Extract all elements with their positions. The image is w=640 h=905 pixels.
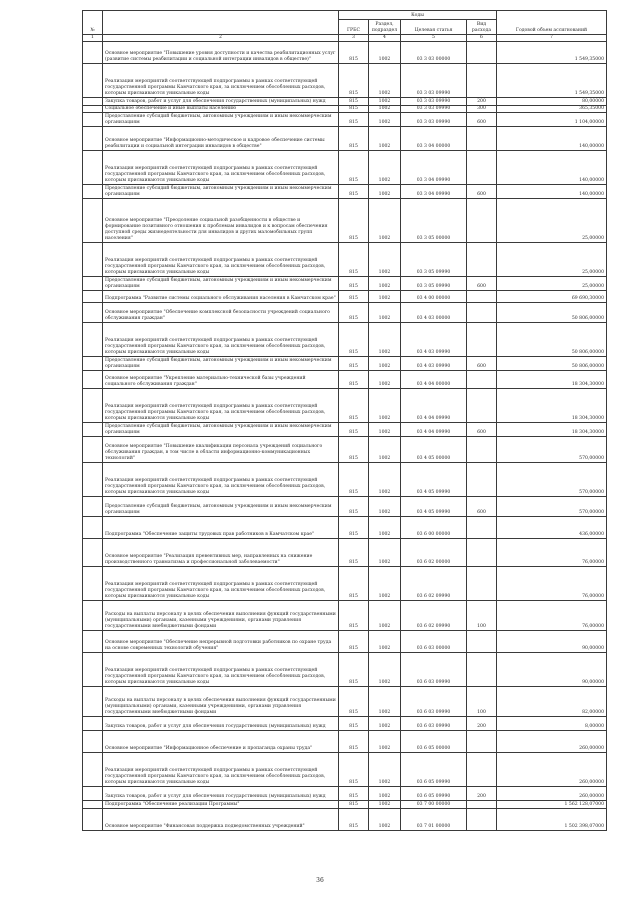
table-row <box>83 601 607 631</box>
cell-section: 1002 <box>369 731 401 753</box>
cell-amount: 570,00000 <box>497 497 607 517</box>
cell-grbs: 815 <box>339 185 369 199</box>
cell-amount: 260,00000 <box>497 731 607 753</box>
cell-name: Реализация мероприятий соответствующей подпрограммы в рамках соответствующей государственной программы Камчатского края, за исключением обособленных расходов, которым присваиваются уникальные коды <box>103 567 339 601</box>
cell-number <box>83 64 103 98</box>
cell-expense-type <box>467 64 497 98</box>
table-row <box>83 243 607 277</box>
column-number: 3 <box>339 35 369 42</box>
cell-amount: 76,00000 <box>497 567 607 601</box>
cell-amount: 18 304,30000 <box>497 423 607 437</box>
cell-section: 1002 <box>369 389 401 423</box>
column-number-row <box>83 35 607 42</box>
cell-number <box>83 98 103 106</box>
cell-expense-type: 600 <box>467 357 497 371</box>
cell-grbs: 815 <box>339 106 369 113</box>
cell-name: Основное мероприятие "Информационное обеспечение и пропаганда охраны труда" <box>103 731 339 753</box>
cell-amount: 1 104,00000 <box>497 113 607 127</box>
cell-expense-type <box>467 389 497 423</box>
cell-grbs: 815 <box>339 371 369 389</box>
cell-section: 1002 <box>369 277 401 291</box>
table-row <box>83 809 607 831</box>
cell-section: 1002 <box>369 127 401 151</box>
cell-name: Расходы на выплаты персоналу в целях обеспечения выполнения функций государственными (муниципальными) органами, казенными учреждениями, органами управления государственными внебюджетными фондами <box>103 601 339 631</box>
cell-number <box>83 801 103 809</box>
column-number: 5 <box>401 35 467 42</box>
table-row <box>83 801 607 809</box>
cell-grbs: 815 <box>339 497 369 517</box>
cell-amount: 140,00000 <box>497 127 607 151</box>
cell-amount: 90,00000 <box>497 631 607 653</box>
page-number: 36 <box>316 877 324 884</box>
cell-number <box>83 199 103 243</box>
cell-expense-type <box>467 809 497 831</box>
cell-expense-type: 600 <box>467 497 497 517</box>
cell-expense-type: 600 <box>467 185 497 199</box>
cell-name: Реализация мероприятий соответствующей подпрограммы в рамках соответствующей государственной программы Камчатского края, за исключением обособленных расходов, которым присваиваются уникальные коды <box>103 243 339 277</box>
table-row <box>83 687 607 717</box>
cell-section: 1002 <box>369 371 401 389</box>
cell-number <box>83 113 103 127</box>
cell-grbs: 815 <box>339 291 369 303</box>
cell-name: Реализация мероприятий соответствующей подпрограммы в рамках соответствующей государственной программы Камчатского края, за исключением обособленных расходов, которым присваиваются уникальные коды <box>103 64 339 98</box>
cell-number <box>83 717 103 731</box>
cell-name: Реализация мероприятий соответствующей подпрограммы в рамках соответствующей государственной программы Камчатского края, за исключением обособленных расходов, которым присваиваются уникальные коды <box>103 653 339 687</box>
cell-target: 03 6 05 00000 <box>401 731 467 753</box>
table-row <box>83 539 607 567</box>
cell-target: 03 4 04 09990 <box>401 423 467 437</box>
cell-grbs: 815 <box>339 303 369 323</box>
cell-grbs: 815 <box>339 731 369 753</box>
cell-target: 03 4 00 00000 <box>401 291 467 303</box>
cell-grbs: 815 <box>339 243 369 277</box>
cell-grbs: 815 <box>339 539 369 567</box>
cell-expense-type: 300 <box>467 106 497 113</box>
cell-number <box>83 731 103 753</box>
cell-section: 1002 <box>369 631 401 653</box>
cell-name: Основное мероприятие "Реализация превентивных мер, направленных на снижение производственного травматизма и профессиональной заболеваемости" <box>103 539 339 567</box>
table-row <box>83 753 607 787</box>
cell-target: 03 4 05 09990 <box>401 463 467 497</box>
cell-target: 03 4 04 09990 <box>401 389 467 423</box>
cell-amount: 260,00000 <box>497 787 607 801</box>
header-grbs: ГРБС <box>339 20 369 35</box>
cell-name: Основное мероприятие "Обеспечение непрерывной подготовки работников по охране труда на основе современных технологий обучения" <box>103 631 339 653</box>
cell-amount: 1 549,35000 <box>497 42 607 64</box>
column-number: 2 <box>103 35 339 42</box>
cell-section: 1002 <box>369 303 401 323</box>
cell-target: 03 6 03 00000 <box>401 631 467 653</box>
cell-grbs: 815 <box>339 64 369 98</box>
cell-section: 1002 <box>369 106 401 113</box>
cell-grbs: 815 <box>339 42 369 64</box>
cell-amount: 50 806,00000 <box>497 303 607 323</box>
cell-section: 1002 <box>369 801 401 809</box>
cell-section: 1002 <box>369 787 401 801</box>
table-row <box>83 199 607 243</box>
cell-grbs: 815 <box>339 517 369 539</box>
cell-grbs: 815 <box>339 277 369 291</box>
cell-target: 03 6 02 00000 <box>401 539 467 567</box>
cell-name: Закупка товаров, работ и услуг для обеспечения государственных (муниципальных) нужд <box>103 98 339 106</box>
header-section: Раздел, подраздел <box>369 20 401 35</box>
cell-number <box>83 601 103 631</box>
cell-grbs: 815 <box>339 463 369 497</box>
cell-name: Расходы на выплаты персоналу в целях обеспечения выполнения функций государственными (муниципальными) органами, казенными учреждениями, органами управления государственными внебюджетными фондами <box>103 687 339 717</box>
cell-name: Реализация мероприятий соответствующей подпрограммы в рамках соответствующей государственной программы Камчатского края, за исключением обособленных расходов, которым присваиваются уникальные коды <box>103 753 339 787</box>
cell-target: 03 4 05 00000 <box>401 437 467 463</box>
cell-target: 03 3 04 00000 <box>401 127 467 151</box>
cell-expense-type <box>467 653 497 687</box>
cell-name: Подпрограмма "Обеспечение реализации Программы" <box>103 801 339 809</box>
column-number: 6 <box>467 35 497 42</box>
table-row <box>83 389 607 423</box>
table-row <box>83 731 607 753</box>
cell-amount: 80,00000 <box>497 98 607 106</box>
table-row <box>83 371 607 389</box>
cell-grbs: 815 <box>339 717 369 731</box>
cell-name: Предоставление субсидий бюджетным, автономным учреждениям и иным некоммерческим организациям <box>103 113 339 127</box>
cell-target: 03 7 01 00000 <box>401 809 467 831</box>
cell-amount: 25,00000 <box>497 243 607 277</box>
cell-expense-type <box>467 463 497 497</box>
cell-expense-type <box>467 291 497 303</box>
table-row <box>83 517 607 539</box>
cell-grbs: 815 <box>339 787 369 801</box>
cell-expense-type: 100 <box>467 687 497 717</box>
table-row <box>83 303 607 323</box>
cell-target: 03 6 02 09990 <box>401 567 467 601</box>
cell-name: Основное мероприятие "Укрепление материально-технической базы учреждений социального обслуживания граждан" <box>103 371 339 389</box>
cell-amount: 365,35000 <box>497 106 607 113</box>
cell-expense-type: 600 <box>467 113 497 127</box>
cell-amount: 50 806,00000 <box>497 323 607 357</box>
cell-expense-type <box>467 567 497 601</box>
cell-expense-type <box>467 437 497 463</box>
cell-amount: 50 806,00000 <box>497 357 607 371</box>
cell-grbs: 815 <box>339 801 369 809</box>
cell-target: 03 3 03 09990 <box>401 113 467 127</box>
cell-target: 03 3 05 09990 <box>401 243 467 277</box>
cell-name: Основное мероприятие "Повышение уровня доступности и качества реабилитационных услуг (развитие системы реабилитации и социальной интеграции инвалидов в обществе)" <box>103 42 339 64</box>
table-row <box>83 113 607 127</box>
cell-target: 03 7 00 00000 <box>401 801 467 809</box>
table-row <box>83 323 607 357</box>
cell-grbs: 815 <box>339 631 369 653</box>
cell-section: 1002 <box>369 539 401 567</box>
cell-number <box>83 42 103 64</box>
cell-number <box>83 291 103 303</box>
cell-section: 1002 <box>369 199 401 243</box>
budget-table <box>82 10 607 831</box>
cell-name: Основное мероприятие "Преодоление социальной разобщенности в обществе и формирование позитивного отношения к проблемам инвалидов и к вопросам обеспечения доступной среды жизнедеятельности для инвалидов и других маломобильных групп населения" <box>103 199 339 243</box>
table-row <box>83 631 607 653</box>
header-amount: Годовой объем ассигнований <box>497 11 607 35</box>
cell-number <box>83 106 103 113</box>
cell-name: Основное мероприятие "Финансовая поддержка подведомственных учреждений" <box>103 809 339 831</box>
cell-number <box>83 787 103 801</box>
cell-grbs: 815 <box>339 323 369 357</box>
cell-target: 03 6 03 09990 <box>401 687 467 717</box>
column-number: 1 <box>83 35 103 42</box>
cell-expense-type: 600 <box>467 423 497 437</box>
cell-amount: 436,00000 <box>497 517 607 539</box>
cell-section: 1002 <box>369 497 401 517</box>
cell-name: Подпрограмма "Обеспечение защиты трудовых прав работников в Камчатском крае" <box>103 517 339 539</box>
cell-expense-type <box>467 127 497 151</box>
table-row <box>83 423 607 437</box>
cell-name: Закупка товаров, работ и услуг для обеспечения государственных (муниципальных) нужд <box>103 787 339 801</box>
cell-grbs: 815 <box>339 653 369 687</box>
cell-grbs: 815 <box>339 113 369 127</box>
cell-name: Социальное обеспечение и иные выплаты населению <box>103 106 339 113</box>
table-row <box>83 42 607 64</box>
table-row <box>83 717 607 731</box>
cell-number <box>83 389 103 423</box>
cell-section: 1002 <box>369 517 401 539</box>
cell-expense-type <box>467 151 497 185</box>
cell-amount: 18 304,30000 <box>497 389 607 423</box>
cell-amount: 570,00000 <box>497 437 607 463</box>
cell-section: 1002 <box>369 423 401 437</box>
cell-section: 1002 <box>369 753 401 787</box>
cell-number <box>83 539 103 567</box>
cell-section: 1002 <box>369 113 401 127</box>
cell-amount: 25,00000 <box>497 199 607 243</box>
table-row <box>83 357 607 371</box>
cell-name: Основное мероприятие "Информационно-методическое и кадровое обеспечение системы реабилитации и социальной интеграции инвалидов в обществе" <box>103 127 339 151</box>
cell-section: 1002 <box>369 98 401 106</box>
table-body <box>83 42 607 831</box>
header-codes-group: Коды <box>339 11 497 20</box>
cell-target: 03 4 03 00000 <box>401 303 467 323</box>
cell-number <box>83 127 103 151</box>
cell-number <box>83 809 103 831</box>
cell-section: 1002 <box>369 687 401 717</box>
table-row <box>83 291 607 303</box>
cell-section: 1002 <box>369 357 401 371</box>
cell-target: 03 3 03 09990 <box>401 98 467 106</box>
cell-section: 1002 <box>369 185 401 199</box>
cell-section: 1002 <box>369 463 401 497</box>
cell-section: 1002 <box>369 809 401 831</box>
cell-name: Предоставление субсидий бюджетным, автономным учреждениям и иным некоммерческим организациям <box>103 185 339 199</box>
column-number: 7 <box>497 35 607 42</box>
cell-amount: 1 562 128,07000 <box>497 801 607 809</box>
cell-grbs: 815 <box>339 601 369 631</box>
table-row <box>83 98 607 106</box>
cell-target: 03 3 04 09990 <box>401 151 467 185</box>
cell-expense-type <box>467 801 497 809</box>
table-row <box>83 437 607 463</box>
cell-target: 03 6 03 09990 <box>401 653 467 687</box>
cell-expense-type: 200 <box>467 717 497 731</box>
table-row <box>83 64 607 98</box>
cell-number <box>83 437 103 463</box>
cell-name: Реализация мероприятий соответствующей подпрограммы в рамках соответствующей государственной программы Камчатского края, за исключением обособленных расходов, которым присваиваются уникальные коды <box>103 323 339 357</box>
cell-number <box>83 497 103 517</box>
cell-name: Предоставление субсидий бюджетным, автономным учреждениям и иным некоммерческим организациям <box>103 497 339 517</box>
cell-expense-type: 200 <box>467 787 497 801</box>
cell-number <box>83 567 103 601</box>
cell-expense-type <box>467 42 497 64</box>
cell-number <box>83 357 103 371</box>
cell-section: 1002 <box>369 653 401 687</box>
cell-grbs: 815 <box>339 753 369 787</box>
cell-target: 03 3 03 09990 <box>401 64 467 98</box>
cell-amount: 90,00000 <box>497 653 607 687</box>
cell-amount: 18 304,30000 <box>497 371 607 389</box>
cell-number <box>83 463 103 497</box>
cell-amount: 140,00000 <box>497 151 607 185</box>
cell-name: Предоставление субсидий бюджетным, автономным учреждениям и иным некоммерческим организациям <box>103 423 339 437</box>
cell-target: 03 4 04 00000 <box>401 371 467 389</box>
cell-grbs: 815 <box>339 151 369 185</box>
cell-number <box>83 371 103 389</box>
cell-target: 03 3 04 09990 <box>401 185 467 199</box>
cell-grbs: 815 <box>339 423 369 437</box>
cell-expense-type <box>467 631 497 653</box>
cell-name: Подпрограмма "Развитие системы социального обслуживания населения в Камчатском крае" <box>103 291 339 303</box>
cell-name: Реализация мероприятий соответствующей подпрограммы в рамках соответствующей государственной программы Камчатского края, за исключением обособленных расходов, которым присваиваются уникальные коды <box>103 463 339 497</box>
cell-amount: 260,00000 <box>497 753 607 787</box>
cell-number <box>83 631 103 653</box>
cell-amount: 140,00000 <box>497 185 607 199</box>
cell-amount: 570,00000 <box>497 463 607 497</box>
cell-grbs: 815 <box>339 687 369 717</box>
cell-section: 1002 <box>369 567 401 601</box>
cell-expense-type <box>467 753 497 787</box>
cell-expense-type <box>467 243 497 277</box>
cell-amount: 76,00000 <box>497 539 607 567</box>
cell-amount: 8,00000 <box>497 717 607 731</box>
cell-target: 03 6 05 09990 <box>401 787 467 801</box>
cell-number <box>83 185 103 199</box>
cell-number <box>83 277 103 291</box>
table-row <box>83 185 607 199</box>
cell-grbs: 815 <box>339 389 369 423</box>
table-row <box>83 497 607 517</box>
cell-grbs: 815 <box>339 357 369 371</box>
cell-number <box>83 653 103 687</box>
cell-grbs: 815 <box>339 567 369 601</box>
table-row <box>83 787 607 801</box>
cell-expense-type <box>467 539 497 567</box>
table-row <box>83 463 607 497</box>
cell-number <box>83 243 103 277</box>
cell-number <box>83 517 103 539</box>
header-number: № <box>83 11 103 35</box>
cell-number <box>83 151 103 185</box>
header-expense-type: Вид расхода <box>467 20 497 35</box>
cell-number <box>83 323 103 357</box>
table-row <box>83 127 607 151</box>
cell-amount: 82,00000 <box>497 687 607 717</box>
cell-expense-type: 200 <box>467 98 497 106</box>
cell-target: 03 4 03 09990 <box>401 357 467 371</box>
cell-grbs: 815 <box>339 98 369 106</box>
cell-number <box>83 753 103 787</box>
cell-name: Предоставление субсидий бюджетным, автономным учреждениям и иным некоммерческим организациям <box>103 277 339 291</box>
cell-expense-type <box>467 303 497 323</box>
cell-name: Основное мероприятие "Повышение квалификации персонала учреждений социального обслуживания граждан, в том числе в области информационно-коммуникационных технологий" <box>103 437 339 463</box>
cell-name: Закупка товаров, работ и услуг для обеспечения государственных (муниципальных) нужд <box>103 717 339 731</box>
cell-section: 1002 <box>369 601 401 631</box>
cell-expense-type <box>467 199 497 243</box>
table-row <box>83 567 607 601</box>
cell-name: Реализация мероприятий соответствующей подпрограммы в рамках соответствующей государственной программы Камчатского края, за исключением обособленных расходов, которым присваиваются уникальные коды <box>103 389 339 423</box>
header-target: Целевая статья <box>401 20 467 35</box>
cell-section: 1002 <box>369 323 401 357</box>
cell-amount: 1 502 398,07000 <box>497 809 607 831</box>
cell-target: 03 3 03 00000 <box>401 42 467 64</box>
cell-target: 03 6 02 09990 <box>401 601 467 631</box>
cell-section: 1002 <box>369 717 401 731</box>
cell-expense-type <box>467 731 497 753</box>
table-row <box>83 277 607 291</box>
cell-section: 1002 <box>369 437 401 463</box>
cell-target: 03 3 05 00000 <box>401 199 467 243</box>
cell-target: 03 4 03 09990 <box>401 323 467 357</box>
cell-section: 1002 <box>369 243 401 277</box>
cell-grbs: 815 <box>339 809 369 831</box>
cell-expense-type <box>467 323 497 357</box>
cell-target: 03 3 05 09990 <box>401 277 467 291</box>
header-name <box>103 11 339 35</box>
cell-expense-type: 600 <box>467 277 497 291</box>
cell-target: 03 6 03 09990 <box>401 717 467 731</box>
cell-amount: 69 690,30000 <box>497 291 607 303</box>
cell-name: Предоставление субсидий бюджетным, автономным учреждениям и иным некоммерческим организациям <box>103 357 339 371</box>
cell-expense-type <box>467 371 497 389</box>
cell-name: Реализация мероприятий соответствующей подпрограммы в рамках соответствующей государственной программы Камчатского края, за исключением обособленных расходов, которым присваиваются уникальные коды <box>103 151 339 185</box>
cell-target: 03 3 03 09990 <box>401 106 467 113</box>
cell-name: Основное мероприятие "Обеспечение комплексной безопасности учреждений социального обслуживания граждан" <box>103 303 339 323</box>
cell-section: 1002 <box>369 42 401 64</box>
cell-grbs: 815 <box>339 127 369 151</box>
cell-amount: 1 549,35000 <box>497 64 607 98</box>
table-row <box>83 106 607 113</box>
cell-expense-type <box>467 517 497 539</box>
cell-section: 1002 <box>369 151 401 185</box>
cell-amount: 25,00000 <box>497 277 607 291</box>
cell-amount: 76,00000 <box>497 601 607 631</box>
cell-section: 1002 <box>369 291 401 303</box>
cell-target: 03 6 00 00000 <box>401 517 467 539</box>
cell-target: 03 6 05 09990 <box>401 753 467 787</box>
cell-number <box>83 423 103 437</box>
table-row <box>83 653 607 687</box>
cell-section: 1002 <box>369 64 401 98</box>
cell-expense-type: 100 <box>467 601 497 631</box>
column-number: 4 <box>369 35 401 42</box>
cell-target: 03 4 05 09990 <box>401 497 467 517</box>
cell-grbs: 815 <box>339 199 369 243</box>
table-row <box>83 151 607 185</box>
cell-number <box>83 687 103 717</box>
cell-grbs: 815 <box>339 437 369 463</box>
cell-number <box>83 303 103 323</box>
